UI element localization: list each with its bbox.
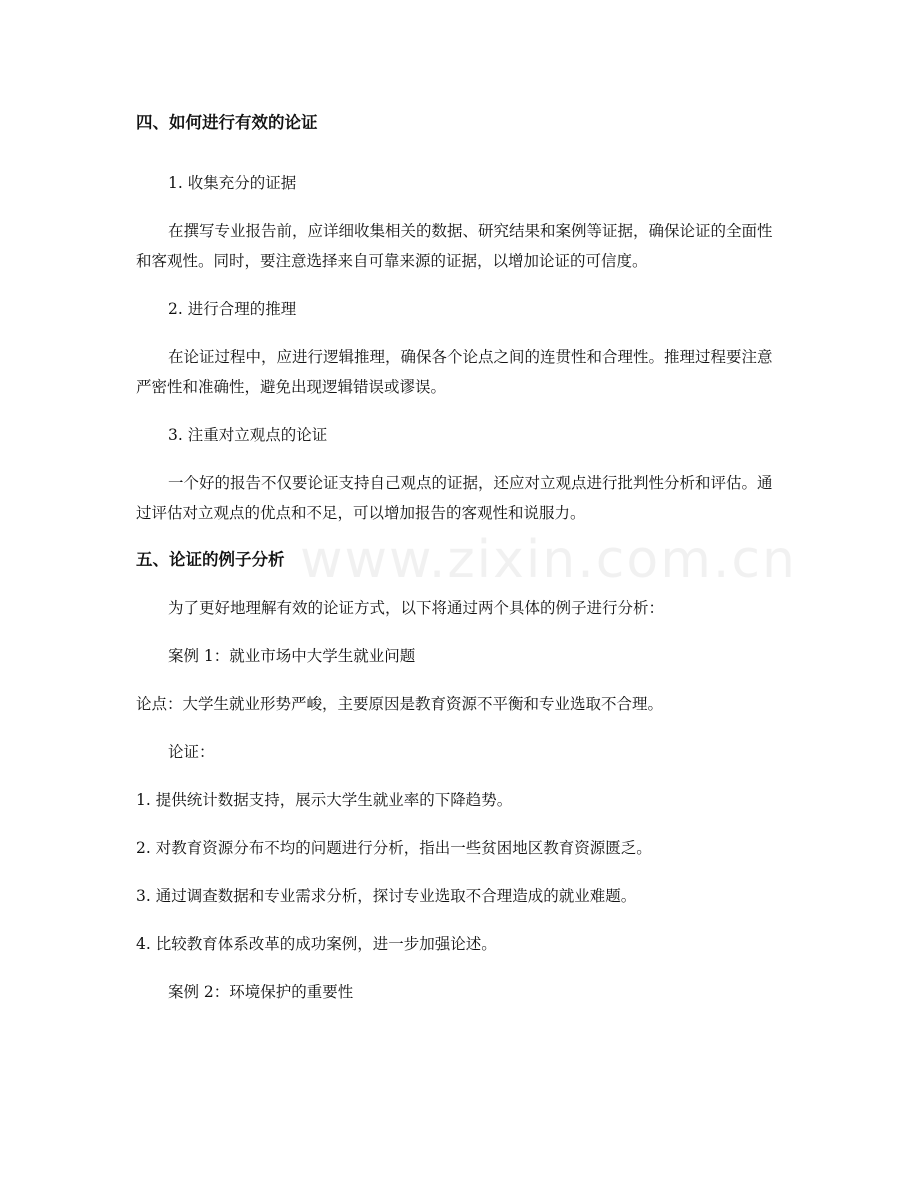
section-4-subheading-3: 3. 注重对立观点的论证: [168, 426, 328, 444]
watermark: www.zixin.com.cn: [300, 530, 797, 590]
section-4-paragraph-3: 一个好的报告不仅要论证支持自己观点的证据，还应对立观点进行批判性分析和评估。通过评估对立观点的优点和不足，可以增加报告的客观性和说服力。: [136, 474, 773, 522]
section-4-paragraph-1: 在撰写专业报告前，应详细收集相关的数据、研究结果和案例等证据，确保论证的全面性和客观性。同时，要注意选择来自可靠来源的证据，以增加论证的可信度。: [136, 222, 773, 270]
section-4-subheading-1: 1. 收集充分的证据: [168, 174, 297, 192]
section-4-paragraph-2: 在论证过程中，应进行逻辑推理，确保各个论点之间的连贯性和合理性。推理过程要注意严密性和准确性，避免出现逻辑错误或谬误。: [136, 348, 773, 396]
case-1-thesis: 论点：大学生就业形势严峻，主要原因是教育资源不平衡和专业选取不合理。: [136, 695, 664, 713]
section-5-intro: 为了更好地理解有效的论证方式，以下将通过两个具体的例子进行分析：: [168, 599, 665, 617]
case-1-argument-item: 4. 比较教育体系改革的成功案例，进一步加强论述。: [136, 935, 497, 953]
case-1-title: 案例 1：就业市场中大学生就业问题: [168, 647, 416, 665]
case-2-title: 案例 2：环境保护的重要性: [168, 983, 354, 1001]
case-1-argument-label: 论证：: [168, 743, 215, 761]
section-4-title: 四、如何进行有效的论证: [136, 113, 318, 132]
section-5-title: 五、论证的例子分析: [136, 550, 285, 569]
document-content: [136, 108, 786, 1007]
case-1-argument-item: 3. 通过调查数据和专业需求分析，探讨专业选取不合理造成的就业难题。: [136, 887, 637, 905]
section-4-subheading-2: 2. 进行合理的推理: [168, 300, 297, 318]
case-1-argument-item: 2. 对教育资源分布不均的问题进行分析，指出一些贫困地区教育资源匮乏。: [136, 839, 652, 857]
case-1-argument-item: 1. 提供统计数据支持，展示大学生就业率的下降趋势。: [136, 791, 513, 809]
